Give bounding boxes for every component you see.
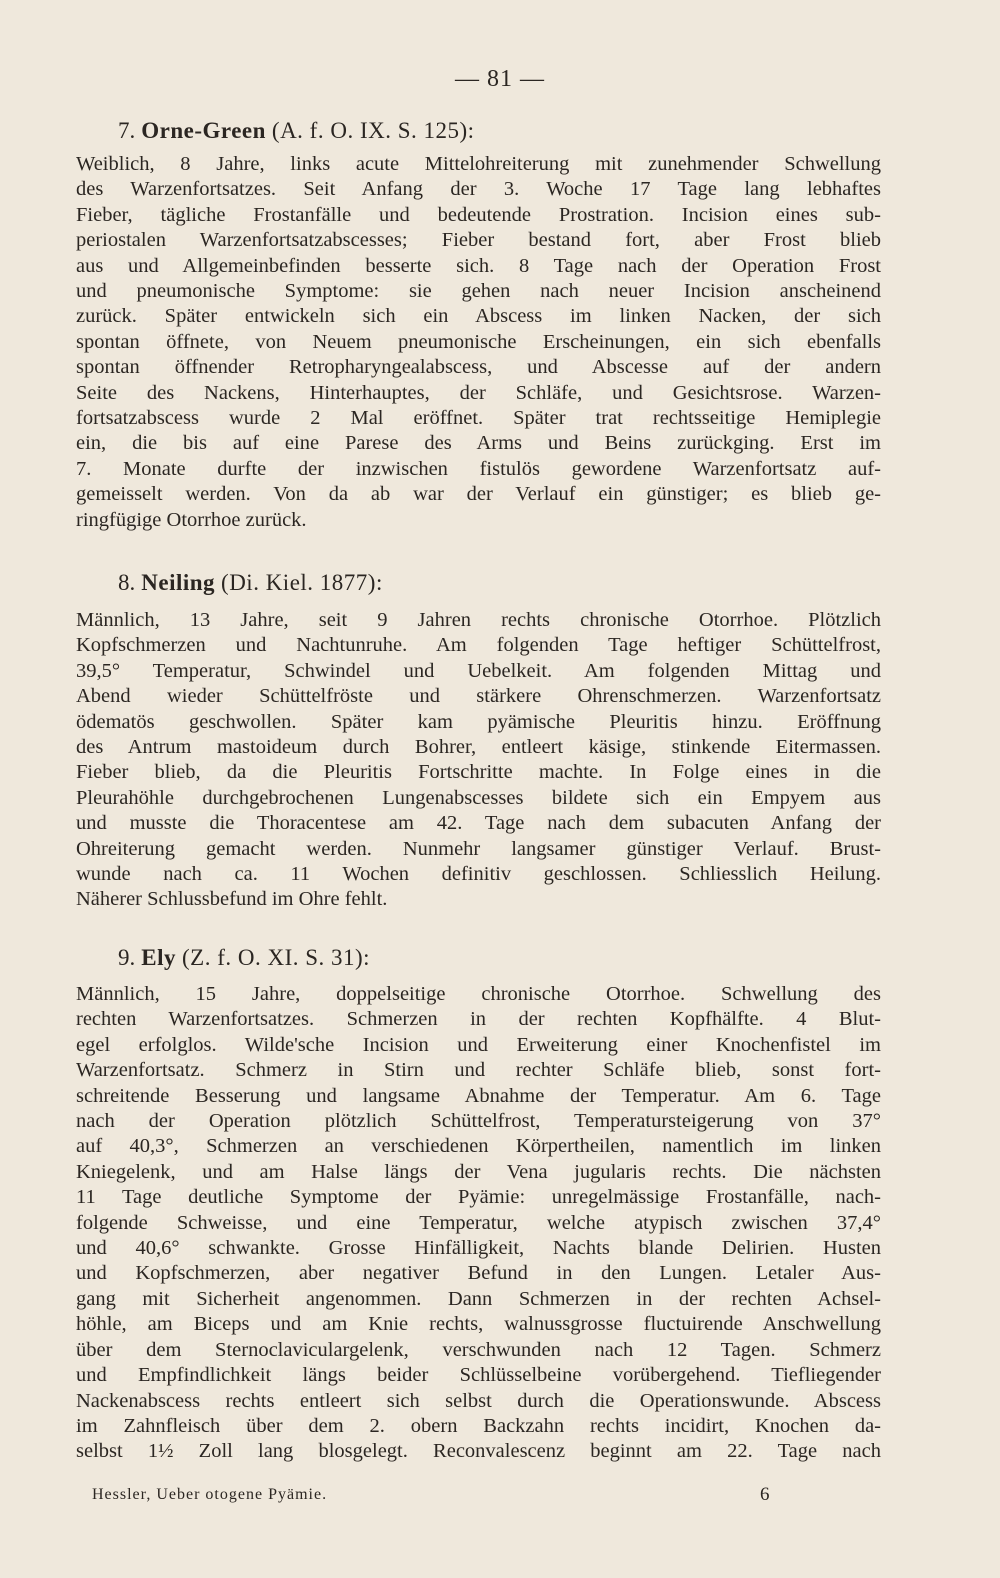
text-line: des Antrum mastoideum durch Bohrer, entleert käsige, stinkende Eitermassen. <box>76 736 881 759</box>
footer-running-title: Hessler, Ueber otogene Pyämie. <box>92 1486 328 1503</box>
text-line: und pneumonische Symptome: sie gehen nach neuer Incision anscheinend <box>76 280 881 303</box>
text-line: rechten Warzenfortsatzes. Schmerzen in der rechten Kopfhälfte. 4 Blut- <box>76 1008 881 1031</box>
text-line: Fieber blieb, da die Pleuritis Fortschritte machte. In Folge eines in die <box>76 761 881 784</box>
text-line: folgende Schweisse, und eine Temperatur, welche atypisch zwischen 37,4° <box>76 1211 881 1234</box>
text-line: des Warzenfortsatzes. Seit Anfang der 3. Woche 17 Tage lang lebhaftes <box>76 178 881 201</box>
case-number: 8. <box>118 570 136 595</box>
text-line: Kniegelenk, und am Halse längs der Vena jugularis rechts. Die nächsten <box>76 1160 881 1183</box>
case-heading-9 <box>118 945 370 971</box>
text-line: Fieber, tägliche Frostanfälle und bedeutende Prostration. Incision eines sub- <box>76 203 881 226</box>
case-heading-8 <box>118 570 383 596</box>
text-line: Seite des Nackens, Hinterhauptes, der Schläfe, und Gesichtsrose. Warzen- <box>76 381 881 404</box>
text-line: wunde nach ca. 11 Wochen definitiv geschlossen. Schliesslich Heilung. <box>76 863 881 886</box>
text-line: ein, die bis auf eine Parese des Arms und Beins zurückging. Erst im <box>76 432 881 455</box>
text-line: periostalen Warzenfortsatzabscesses; Fieber bestand fort, aber Frost blieb <box>76 229 881 252</box>
text-line: fortsatzabscess wurde 2 Mal eröffnet. Später trat rechtsseitige Hemiplegie <box>76 407 881 430</box>
text-line: und musste die Thoracentese am 42. Tage nach dem subacuten Anfang der <box>76 812 881 835</box>
case-author: Neiling <box>141 570 216 595</box>
case-heading-7 <box>118 118 475 144</box>
case-text-7 <box>76 152 881 533</box>
text-line: aus und Allgemeinbefinden besserte sich. 8 Tage nach der Operation Frost <box>76 254 881 277</box>
text-line: Pleurahöhle durchgebrochenen Lungenabscesses bildete sich ein Empyem aus <box>76 786 881 809</box>
text-line: zurück. Später entwickeln sich ein Abscess im linken Nacken, der sich <box>76 305 881 328</box>
text-line: höhle, am Biceps und am Knie rechts, walnussgrosse fluctuirende Anschwellung <box>76 1313 881 1336</box>
text-line: Männlich, 13 Jahre, seit 9 Jahren rechts chronische Otorrhoe. Plötzlich <box>76 609 881 631</box>
text-line: auf 40,3°, Schmerzen an verschiedenen Körpertheilen, namentlich im linken <box>76 1135 881 1158</box>
text-line: spontan öffnete, von Neuem pneumonische Erscheinungen, ein sich ebenfalls <box>76 330 881 353</box>
text-line: 7. Monate durfte der inzwischen fistulös gewordene Warzenfortsatz auf- <box>76 457 881 480</box>
text-line: und 40,6° schwankte. Grosse Hinfälligkeit, Nachts blande Delirien. Husten <box>76 1237 881 1260</box>
footer-signature-mark: 6 <box>760 1484 770 1505</box>
text-line: egel erfolglos. Wilde'sche Incision und Erweiterung einer Knochenfistel im <box>76 1033 881 1056</box>
case-number: 9. <box>118 945 136 970</box>
text-line: und Empfindlichkeit längs beider Schlüsselbeine vorübergehend. Tiefliegender <box>76 1364 881 1387</box>
text-line: im Zahnfleisch über dem 2. obern Backzahn rechts incidirt, Knochen da- <box>76 1414 881 1437</box>
text-line: selbst 1½ Zoll lang blosgelegt. Reconvalescenz beginnt am 22. Tage nach <box>76 1440 881 1463</box>
text-line: nach der Operation plötzlich Schüttelfrost, Temperatursteigerung von 37° <box>76 1110 881 1133</box>
text-line: 39,5° Temperatur, Schwindel und Uebelkeit. Am folgenden Mittag und <box>76 659 881 682</box>
text-line: Weiblich, 8 Jahre, links acute Mittelohreiterung mit zunehmender Schwellung <box>76 153 881 175</box>
case-source: (Z. f. O. XI. S. 31): <box>181 945 371 970</box>
text-line: 11 Tage deutliche Symptome der Pyämie: unregelmässige Frostanfälle, nach- <box>76 1186 881 1209</box>
text-line: ödematös geschwollen. Später kam pyämische Pleuritis hinzu. Eröffnung <box>76 710 881 733</box>
text-line: und Kopfschmerzen, aber negativer Befund in den Lungen. Letaler Aus- <box>76 1262 881 1285</box>
case-author: Orne-Green <box>141 118 266 143</box>
text-line: Nackenabscess rechts entleert sich selbst durch die Operationswunde. Abscess <box>76 1389 881 1412</box>
text-line: gemeisselt werden. Von da ab war der Verlauf ein günstiger; es blieb ge- <box>76 483 881 506</box>
case-text-9 <box>76 982 881 1465</box>
case-author: Ely <box>141 945 176 970</box>
case-text-8 <box>76 608 881 913</box>
page-number: — 81 — <box>455 66 545 92</box>
text-line: ringfügige Otorrhoe zurück. <box>76 508 307 531</box>
case-number: 7. <box>118 118 136 143</box>
text-line: Näherer Schlussbefund im Ohre fehlt. <box>76 888 388 911</box>
case-source: (Di. Kiel. 1877): <box>221 570 383 595</box>
text-line: schreitende Besserung und langsame Abnahme der Temperatur. Am 6. Tage <box>76 1084 881 1107</box>
text-line: Ohreiterung gemacht werden. Nunmehr langsamer günstiger Verlauf. Brust- <box>76 837 881 860</box>
case-source: (A. f. O. IX. S. 125): <box>271 118 475 143</box>
text-line: Männlich, 15 Jahre, doppelseitige chronische Otorrhoe. Schwellung des <box>76 983 881 1005</box>
text-line: gang mit Sicherheit angenommen. Dann Schmerzen in der rechten Achsel- <box>76 1287 881 1310</box>
text-line: Kopfschmerzen und Nachtunruhe. Am folgenden Tage heftiger Schüttelfrost, <box>76 634 881 657</box>
text-line: über dem Sternoclaviculargelenk, verschwunden nach 12 Tagen. Schmerz <box>76 1338 881 1361</box>
text-line: Warzenfortsatz. Schmerz in Stirn und rechter Schläfe blieb, sonst fort- <box>76 1059 881 1082</box>
text-line: spontan öffnender Retropharyngealabscess, und Abscesse auf der andern <box>76 356 881 379</box>
text-line: Abend wieder Schüttelfröste und stärkere Ohrenschmerzen. Warzenfortsatz <box>76 685 881 708</box>
